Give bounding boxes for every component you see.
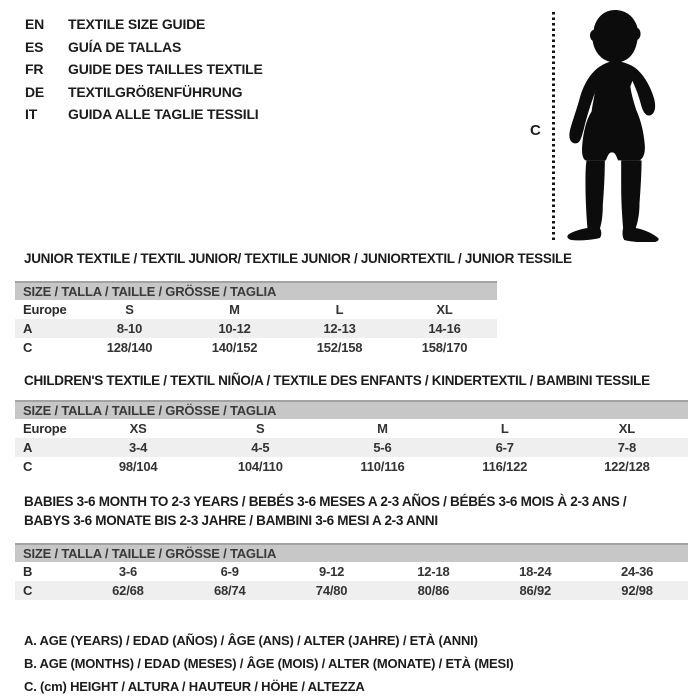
cell-value: 62/68 (112, 583, 144, 598)
cell-value: 122/128 (604, 459, 650, 474)
table-row (15, 438, 688, 457)
language-item (25, 36, 263, 59)
cell-value: 98/104 (118, 459, 158, 474)
language-code: ES (25, 38, 44, 55)
legend-line: B. AGE (MONTHS) / EDAD (MESES) / ÂGE (MOIS) / ALTER (MONATE) / ETÀ (MESI) (24, 656, 514, 671)
table-row (15, 457, 688, 476)
language-item (25, 58, 263, 81)
cell-value: 86/92 (519, 583, 552, 598)
cell-value: 8-10 (116, 321, 143, 336)
cell-value: XL (436, 302, 453, 317)
cell-value: 6-9 (220, 564, 239, 579)
cell-value: 3-6 (118, 564, 138, 579)
cell-value: 74/80 (315, 583, 348, 598)
cell-value: XS (129, 421, 147, 436)
row-label: B (23, 564, 33, 579)
row-label: A (23, 440, 33, 455)
cell-value: 110/116 (360, 459, 405, 474)
size-table (15, 400, 688, 476)
row-label: A (23, 321, 33, 336)
cell-value: 80/86 (417, 583, 450, 598)
size-table (15, 281, 497, 357)
cell-value: XL (618, 421, 635, 436)
table-size-header: SIZE / TALLA / TAILLE / GRÖSSE / TAGLIA (15, 400, 688, 419)
row-label: Europe (23, 302, 67, 317)
language-label: GUÍA DE TALLAS (68, 38, 182, 55)
language-item (25, 81, 263, 104)
cell-value: 116/122 (482, 459, 528, 474)
cell-value: 18-24 (519, 564, 552, 579)
row-label: Europe (23, 421, 67, 436)
table-size-header: SIZE / TALLA / TAILLE / GRÖSSE / TAGLIA (15, 543, 688, 562)
legend-line: C. (cm) HEIGHT / ALTURA / HAUTEUR / HÖHE / ALTEZZA (24, 679, 365, 694)
cell-value: 7-8 (617, 440, 636, 455)
cell-value: 128/140 (106, 340, 153, 355)
cell-value: 104/110 (237, 459, 283, 474)
language-list (25, 13, 263, 126)
legend (24, 629, 514, 698)
section-title: BABYS 3-6 MONATE BIS 2-3 JAHRE / BAMBINI 3-6 MESI A 2-3 ANNI (24, 513, 438, 528)
table-row (15, 581, 688, 600)
language-code: DE (25, 83, 45, 100)
legend-line: A. AGE (YEARS) / EDAD (AÑOS) / ÂGE (ANS) / ALTER (JAHRE) / ETÀ (ANNI) (24, 633, 478, 648)
language-item (25, 13, 263, 36)
cell-value: 4-5 (251, 440, 270, 455)
cell-value: 152/158 (316, 340, 363, 355)
cell-value: 24-36 (620, 564, 654, 579)
language-label: TEXTILGRÖßENFÜHRUNG (68, 83, 243, 100)
cell-value: 12-13 (323, 321, 356, 336)
table-row (15, 300, 497, 319)
cell-value: 6-7 (495, 440, 514, 455)
language-code: EN (25, 16, 45, 32)
cell-value: 12-18 (417, 564, 450, 579)
table-row (15, 562, 688, 581)
cell-value: S (256, 421, 265, 436)
size-guide-section (15, 249, 572, 357)
height-measure-label: C (530, 122, 541, 139)
size-guide-section (15, 371, 688, 476)
cell-value: 5-6 (373, 440, 392, 455)
language-label: TEXTILE SIZE GUIDE (68, 16, 206, 32)
size-guide-section (15, 492, 688, 600)
cell-value: 10-12 (218, 321, 251, 336)
cell-value: M (377, 421, 388, 436)
table-row (15, 319, 497, 338)
toddler-silhouette-icon (562, 8, 664, 242)
section-title: BABIES 3-6 MONTH TO 2-3 YEARS / BEBÉS 3-6 MESES A 2-3 AÑOS / BÉBÉS 3-6 MOIS À 2-3 ANS / (24, 494, 627, 509)
cell-value: 140/152 (211, 340, 258, 355)
cell-value: 92/98 (621, 583, 653, 598)
cell-value: L (335, 302, 344, 317)
size-table (15, 543, 688, 600)
cell-value: S (125, 302, 134, 317)
language-code: IT (25, 106, 38, 122)
section-title: JUNIOR TEXTILE / TEXTIL JUNIOR/ TEXTILE JUNIOR / JUNIORTEXTIL / JUNIOR TESSILE (24, 251, 572, 266)
table-row (15, 419, 688, 438)
cell-value: 3-4 (128, 440, 148, 455)
cell-value: L (500, 421, 509, 436)
table-size-header: SIZE / TALLA / TAILLE / GRÖSSE / TAGLIA (15, 281, 497, 300)
table-row (15, 338, 497, 357)
height-dotted-line (552, 12, 555, 242)
cell-value: 68/74 (213, 583, 246, 598)
cell-value: 158/170 (421, 340, 468, 355)
row-label: C (23, 340, 33, 355)
language-label: GUIDA ALLE TAGLIE TESSILI (68, 106, 259, 122)
language-item (25, 103, 263, 126)
row-label: C (23, 459, 33, 474)
cell-value: 9-12 (318, 564, 345, 579)
cell-value: 14-16 (428, 321, 461, 336)
row-label: C (23, 583, 33, 598)
language-code: FR (25, 61, 44, 77)
section-title: CHILDREN'S TEXTILE / TEXTIL NIÑO/A / TEXTILE DES ENFANTS / KINDERTEXTIL / BAMBINI TESSILE (24, 373, 650, 388)
language-label: GUIDE DES TAILLES TEXTILE (68, 61, 263, 77)
cell-value: M (229, 302, 240, 317)
